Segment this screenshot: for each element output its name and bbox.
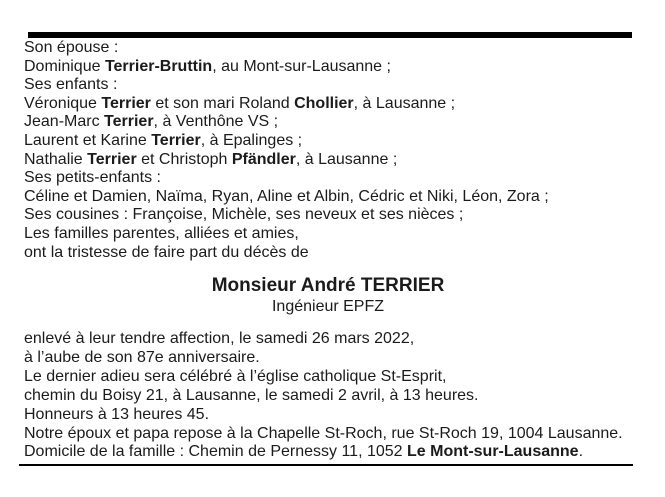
text-segment: Domicile de la famille : Chemin de Pernessy 11, 1052: [24, 443, 407, 461]
text-line: [24, 132, 549, 151]
text-line: [24, 206, 549, 225]
text-segment: et Christoph: [136, 150, 232, 168]
text-segment: et son mari Roland: [150, 94, 295, 112]
bottom-rule: [19, 464, 633, 466]
text-line: [24, 39, 549, 58]
text-line: [24, 169, 549, 188]
text-segment: enlevé à leur tendre affection, le samedi 26 mars 2022,: [24, 330, 415, 347]
surname-bold-segment: Chollier: [294, 94, 354, 112]
text-line: [24, 95, 549, 114]
text-segment: Les familles parentes, alliées et amies,: [24, 224, 299, 242]
surname-bold-segment: Terrier-Bruttin: [104, 57, 213, 75]
text-segment: Céline et Damien, Naïma, Ryan, Aline et Albin, Cédric et Niki, Léon, Zora ;: [24, 187, 549, 205]
text-line: [24, 425, 623, 444]
text-line: [24, 443, 623, 462]
text-line: [24, 76, 549, 95]
surname-bold-segment: Pfändler: [231, 150, 296, 168]
text-segment: Ses petits-enfants :: [24, 169, 161, 187]
deceased-profession: Ingénieur EPFZ: [271, 298, 385, 315]
text-segment: Dominique: [24, 57, 105, 75]
text-segment: , à Lausanne ;: [295, 150, 398, 168]
text-line: [24, 368, 623, 387]
text-line: [24, 406, 623, 425]
text-segment: Notre époux et papa repose à la Chapelle St-Roch, rue St-Roch 19, 1004 Lausanne.: [24, 424, 623, 442]
surname-bold-segment: Le Mont-sur-Lausanne: [407, 443, 579, 461]
text-segment: Honneurs à 13 heures 45.: [24, 405, 210, 423]
text-segment: , à Epalinges ;: [200, 131, 303, 149]
text-line: [24, 244, 549, 263]
surname-bold-segment: Terrier: [104, 113, 154, 131]
text-segment: ont la tristesse de faire part du décès de: [24, 243, 309, 261]
text-segment: Son épouse :: [24, 39, 119, 56]
text-line: [24, 58, 549, 77]
text-line: [24, 151, 549, 170]
surname-bold-segment: Terrier: [101, 94, 151, 112]
text-segment: , à Lausanne ;: [353, 94, 456, 112]
deceased-name: Monsieur André TERRIER: [211, 275, 445, 296]
text-segment: Ses enfants :: [24, 76, 118, 94]
text-line: [24, 113, 549, 132]
text-segment: Jean-Marc: [24, 113, 105, 131]
text-line: [24, 225, 549, 244]
text-line: [24, 349, 623, 368]
top-rule: [28, 32, 632, 38]
surname-bold-segment: Terrier: [87, 150, 137, 168]
family-section: [24, 39, 549, 262]
text-segment: Ses cousines : Françoise, Michèle, ses neveux et ses nièces ;: [24, 206, 464, 224]
text-segment: chemin du Boisy 21, à Lausanne, le samedi 2 avril, à 13 heures.: [24, 386, 479, 404]
text-segment: à l’aube de son 87e anniversaire.: [24, 348, 260, 366]
text-segment: Véronique: [24, 94, 102, 112]
text-segment: .: [578, 443, 584, 461]
surname-bold-segment: Terrier: [151, 131, 201, 149]
ceremony-details-section: [24, 330, 623, 462]
text-segment: , à Venthône VS ;: [153, 113, 279, 131]
text-segment: , au Mont-sur-Lausanne ;: [212, 57, 391, 75]
text-segment: Laurent et Karine: [24, 131, 152, 149]
text-segment: Le dernier adieu sera célébré à l’église catholique St-Esprit,: [24, 367, 447, 385]
text-line: [24, 387, 623, 406]
text-line: [24, 188, 549, 207]
text-segment: Nathalie: [24, 150, 88, 168]
text-line: [24, 330, 623, 349]
